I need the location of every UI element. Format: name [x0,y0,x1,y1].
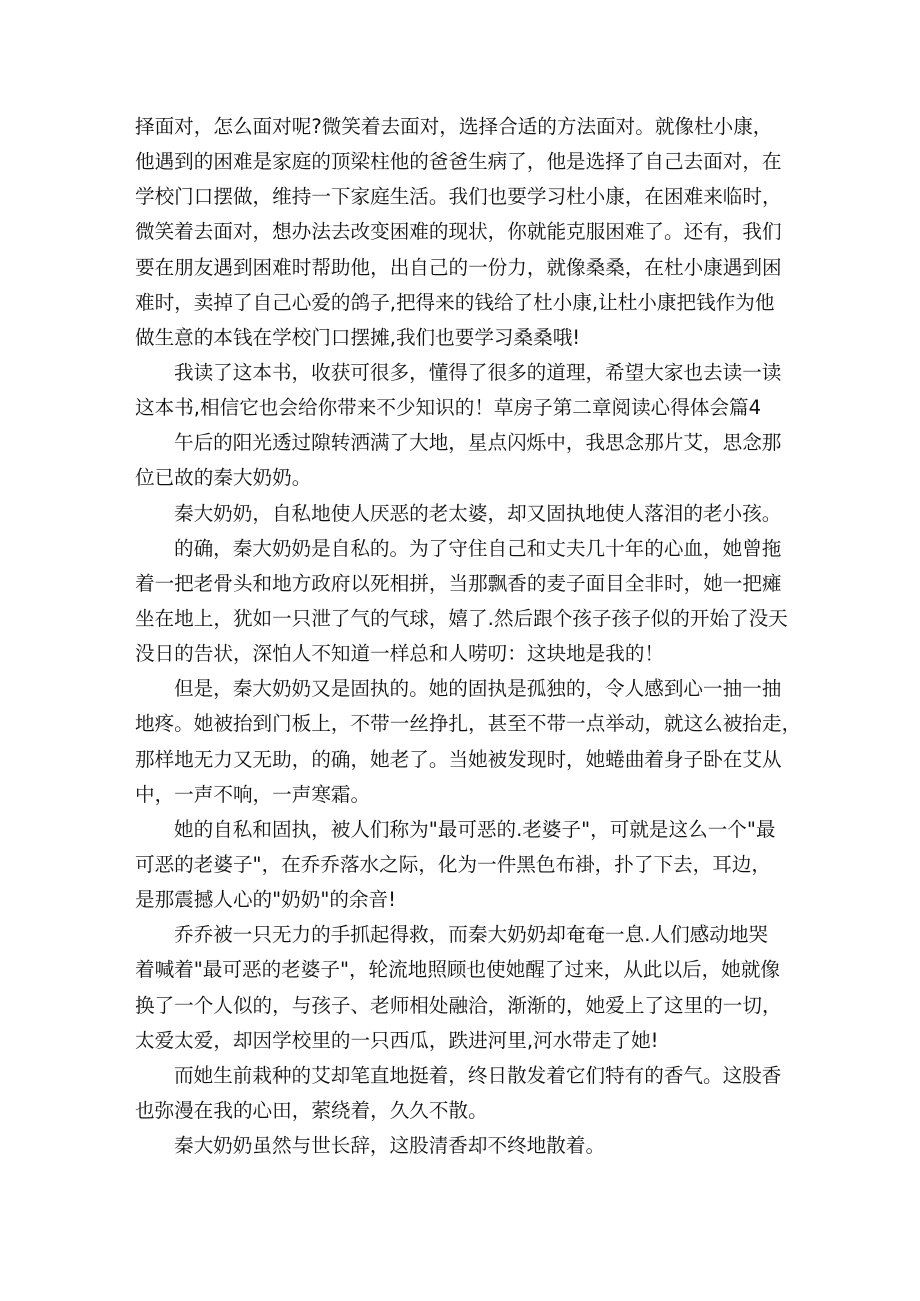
text-line: 换了一个人似的，与孩子、老师相处融洽，渐渐的，她爱上了这里的一切， [135,993,782,1017]
paragraph-start-line: 秦大奶奶虽然与世长辞，这股清香却不终地散着。 [174,1134,606,1158]
paragraph-start-line: 她的自私和固执，被人们称为"最可恶的.老婆子"，可就是这么一个"最 [174,817,776,841]
text-line: 学校门口摆做，维持一下家庭生活。我们也要学习杜小康，在困难来临时， [135,185,782,209]
text-line: 中，一声不响，一声寒霜。 [135,782,371,806]
text-line: 做生意的本钱在学校门口摆摊,我们也要学习桑桑哦! [135,325,581,349]
text-line: 位已故的秦大奶奶。 [135,466,312,490]
text-line: 他遇到的困难是家庭的顶梁柱他的爸爸生病了，他是选择了自己去面对，在 [135,150,782,174]
paragraph-start-line: 乔乔被一只无力的手抓起得救，而秦大奶奶却奄奄一息.人们感动地哭 [174,923,769,947]
text-line: 微笑着去面对，想办法去改变困难的现状，你就能克服困难了。还有，我们 [135,220,782,244]
text-line: 坐在地上，犹如一只泄了气的气球，嬉了.然后跟个孩子孩子似的开始了没天 [135,606,788,630]
text-line: 这本书,相信它也会给你带来不少知识的！草房子第二章阅读心得体会篇4 [135,396,762,420]
text-line: 要在朋友遇到困难时帮助他，出自己的一份力，就像桑桑，在杜小康遇到困 [135,255,782,279]
paragraph-start-line: 午后的阳光透过隙转洒满了大地，星点闪烁中，我思念那片艾，思念那 [174,431,782,455]
paragraph-start-line: 我读了这本书，收获可很多，懂得了很多的道理，希望大家也去读一读 [174,360,782,384]
text-line: 择面对，怎么面对呢?微笑着去面对，选择合适的方法面对。就像杜小康， [135,115,773,138]
document-body [135,109,802,1163]
text-line: 太爱太爱，却因学校里的一只西瓜，跌进河里,河水带走了她! [135,1028,659,1052]
text-line: 地疼。她被抬到门板上，不带一丝挣扎，甚至不带一点举动，就这么被抬走， [135,712,802,736]
paragraph-start-line: 的确，秦大奶奶是自私的。为了守住自己和丈夫几十年的心血，她曾拖 [174,536,782,560]
text-line: 是那震撼人心的"奶奶"的余音! [135,888,397,912]
text-line: 着喊着"最可恶的老婆子"，轮流地照顾也使她醒了过来，从此以后，她就像 [135,958,781,982]
text-line: 那样地无力又无助，的确，她老了。当她被发现时，她蜷曲着身子卧在艾从 [135,747,782,771]
text-line: 难时，卖掉了自己心爱的鸽子,把得来的钱给了杜小康,让杜小康把钱作为他 [135,290,775,314]
paragraph-start-line: 而她生前栽种的艾却笔直地挺着，终日散发着它们特有的香气。这股香 [174,1063,782,1087]
paragraph-start-line: 但是，秦大奶奶又是固执的。她的固执是孤独的，令人感到心一抽一抽 [174,677,782,701]
text-line: 也弥漫在我的心田，萦绕着，久久不散。 [135,1098,488,1122]
text-line: 着一把老骨头和地方政府以死相拼，当那飘香的麦子面目全非时，她一把瘫 [135,571,782,595]
text-line: 可恶的老婆子"，在乔乔落水之际，化为一件黑色布褂，扑了下去，耳边， [135,852,772,876]
paragraph-start-line: 秦大奶奶，自私地使人厌恶的老太婆，却又固执地使人落泪的老小孩。 [174,501,782,525]
text-line: 没日的告状，深怕人不知道一样总和人唠叨：这块地是我的！ [135,642,665,666]
